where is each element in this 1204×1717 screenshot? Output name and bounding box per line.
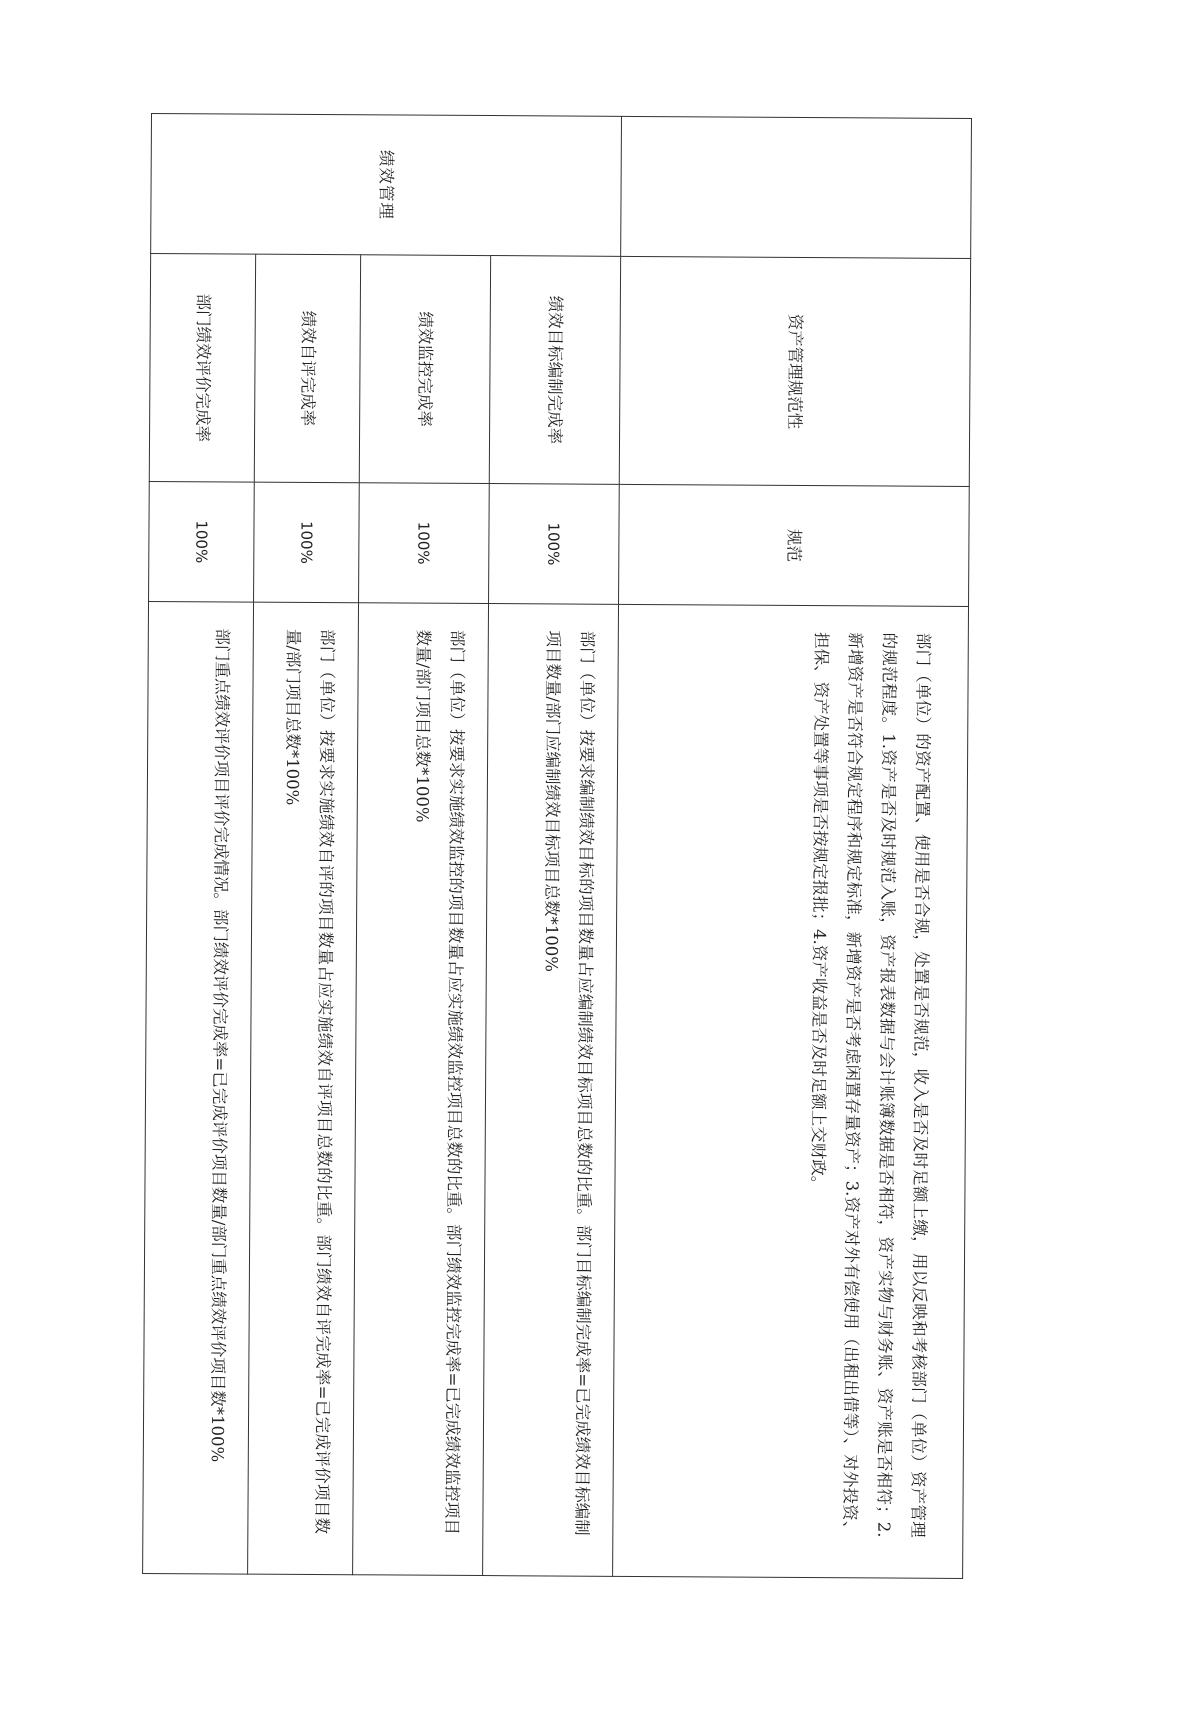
- target-cell-asset-management: 规范: [619, 484, 970, 606]
- table-row: [248, 114, 362, 1575]
- table-row: [143, 113, 257, 1574]
- indicator-cell: 绩效目标编制完成率: [489, 256, 620, 485]
- table-row: [353, 115, 492, 1576]
- indicator-cell: 部门绩效评价完成率: [149, 253, 255, 482]
- indicator-cell: 绩效自评完成率: [254, 254, 360, 483]
- table-row-asset-management: [613, 116, 972, 1578]
- performance-indicator-table: [142, 113, 972, 1579]
- target-cell: 100%: [489, 484, 620, 605]
- table-row: [483, 116, 622, 1577]
- target-cell: 100%: [254, 482, 360, 603]
- description-cell: 部门重点绩效评价项目评价完成情况。部门绩效评价完成率=已完成评价项目数量/部门重点绩效评价项目数*100%: [143, 601, 254, 1574]
- category-cell-performance-management: 绩效管理: [151, 113, 622, 256]
- rotated-table-container: [143, 113, 972, 1578]
- indicator-cell: 绩效监控完成率: [359, 255, 490, 484]
- description-cell: 部门（单位）按要求实施绩效自评的项目数量占应实施绩效自评项目总数的比重。部门绩效自评完成率=已完成评价项目数量/部门项目总数*100%: [248, 602, 359, 1575]
- target-cell: 100%: [359, 483, 490, 604]
- target-cell: 100%: [149, 481, 255, 602]
- indicator-cell-asset-management: 资产管理规范性: [619, 256, 970, 486]
- category-cell-empty: [621, 116, 972, 258]
- description-cell: 部门（单位）按要求实施绩效监控的项目数量占应实施绩效监控项目总数的比重。部门绩效监控完成率=已完成绩效监控项目数量/部门项目总数*100%: [353, 603, 489, 1576]
- description-cell: 部门（单位）按要求编制绩效目标的项目数量占应编制绩效目标项目总数的比重。部门目标编制完成率=已完成绩效目标编制项目数量/部门应编制绩效目标项目总数*100%: [483, 604, 619, 1577]
- description-cell-asset-management: 部门（单位）的资产配置、使用是否合规，处置是否规范，收入是否及时足额上缴，用以反映和考核部门（单位）资产管理的规范程度。1.资产是否及时规范入账，资产报表数据与会计账簿数据是否相符，资产实物与财务账、资产账是否相符；2.新增资产是否符合规定程序和规定标准，新增资产是否考虑闲置存量资产；3.资产对外有偿使用（出租出借等）、对外投资、担保、资产处置等事项是否按规定报批；4.资产收益是否及时足额上交财政。: [613, 604, 969, 1578]
